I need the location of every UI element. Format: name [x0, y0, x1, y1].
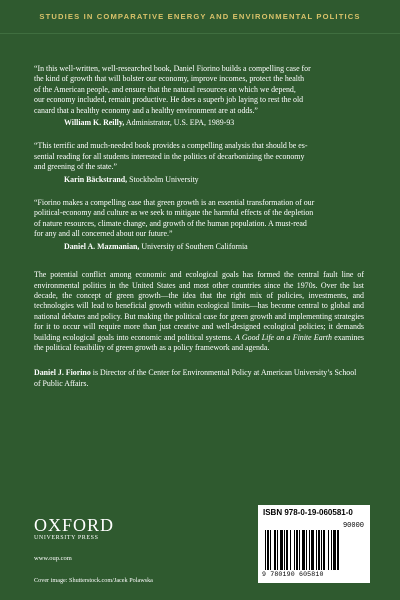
endorser-name: Daniel A. Mazmanian, [64, 241, 140, 251]
cover-text [34, 64, 364, 389]
barcode-bar [316, 530, 317, 570]
barcode-bar [277, 530, 278, 570]
barcode-bar [265, 530, 266, 570]
barcode-bar [296, 530, 298, 570]
barcode-bar [290, 530, 291, 570]
endorsement-quote [34, 141, 364, 185]
barcode-bar [311, 530, 314, 570]
author-name: Daniel J. Fiorino [34, 368, 91, 378]
barcode-bar [333, 530, 336, 570]
quote-line: of nature resources, climate change, and growth of the human population. A must-read [34, 218, 307, 228]
quote-line: for any and all concerned about our future.” [34, 229, 173, 239]
description-text-end: examines the political feasibility of green growth as a policy framework and agenda. [34, 332, 365, 352]
barcode-bar [280, 530, 283, 570]
series-title: STUDIES IN COMPARATIVE ENERGY AND ENVIRONMENTAL POLITICS [39, 12, 361, 21]
endorser-attribution [64, 175, 364, 185]
barcode-bar [267, 530, 269, 570]
barcode-bar [321, 530, 322, 570]
isbn-barcode-box [258, 505, 370, 583]
book-title: A Good Life on a Finite Earth [234, 332, 332, 342]
endorser-affiliation: Administrator, U.S. EPA, 1989-93 [124, 118, 235, 128]
barcode [263, 530, 365, 570]
endorser-affiliation: Stockholm University [127, 174, 199, 184]
barcode-bar [286, 530, 288, 570]
series-banner [0, 0, 400, 34]
quote-line: of the American people, and ensure that the natural resources on which we depend, [34, 84, 296, 94]
publisher-subtitle: UNIVERSITY PRESS [34, 535, 99, 541]
description-text: The potential conflict among economic and ecological goals has formed the central fault line of environmental politics in the United States and most other countries since the 1970s. Over the last decade, the concept of green growth—the idea that the right mix of policies, investments, and technologies will lead to beneficial growth within ecological limits—has become central to global and national debates and policy. But making the political case for green growth and implementing strategies for it to occur will require more than just creative and well-designed ecological policies; it demands building ecological goals into economic and political systems. [34, 270, 364, 342]
quote-line: “In this well-written, well-researched book, Daniel Fiorino builds a compelling case for [34, 64, 311, 73]
price-code: 90000 [342, 522, 364, 530]
endorser-affiliation: University of Southern California [139, 241, 248, 251]
book-description [34, 270, 364, 353]
quote-line: our economy included, remain productive. He does a superb job laying to rest the old [34, 95, 304, 105]
quote-line: canard that a healthy economy and a healthy environment are at odds.” [34, 105, 258, 115]
quote-line: the kind of growth that will bolster our economy, improve incomes, protect the health [34, 74, 305, 84]
barcode-bar [309, 530, 310, 570]
quote-line: political-economy and culture as we seek to mitigate the harmful effects of the depletion [34, 208, 314, 218]
endorser-name: Karin Bäckstrand, [64, 174, 128, 184]
endorser-attribution [64, 118, 364, 128]
publisher-logo: OXFORD [34, 515, 115, 535]
barcode-bar [270, 530, 271, 570]
isbn-label: ISBN 978-0-19-060581-0 [263, 508, 353, 517]
endorsement-quote [34, 64, 364, 128]
quote-line: and greening of the state.” [34, 162, 118, 172]
barcode-bar [328, 530, 329, 570]
barcode-bar [331, 530, 332, 570]
publisher-url: www.oup.com [34, 555, 72, 562]
barcode-bar [274, 530, 276, 570]
barcode-bar [294, 530, 295, 570]
barcode-bar [299, 530, 300, 570]
barcode-bar [306, 530, 307, 570]
author-bio [34, 368, 364, 389]
author-bio-text: is Director of the Center for Environmental Policy at American University’s School of Public Affairs. [34, 368, 357, 388]
barcode-bar [318, 530, 320, 570]
endorsement-quote [34, 198, 364, 252]
barcode-bar [337, 530, 339, 570]
barcode-bar [284, 530, 285, 570]
endorser-name: William K. Reilly, [64, 118, 125, 128]
barcode-digits: 9 780190 605810 [262, 571, 324, 578]
cover-image-credit: Cover image: Shutterstock.com/Jacek Polawska [34, 577, 153, 584]
endorser-attribution [64, 242, 364, 252]
publisher-logo-block [34, 516, 154, 541]
barcode-bar [323, 530, 325, 570]
barcode-bar [302, 530, 305, 570]
quote-line: “This terrific and much-needed book provides a compelling analysis that should be es- [34, 141, 308, 151]
quote-line: “Fiorino makes a compelling case that green growth is an essential transformation of our [34, 198, 315, 208]
quote-line: sential reading for all students interested in the politics of decarbonizing the economy [34, 151, 305, 161]
